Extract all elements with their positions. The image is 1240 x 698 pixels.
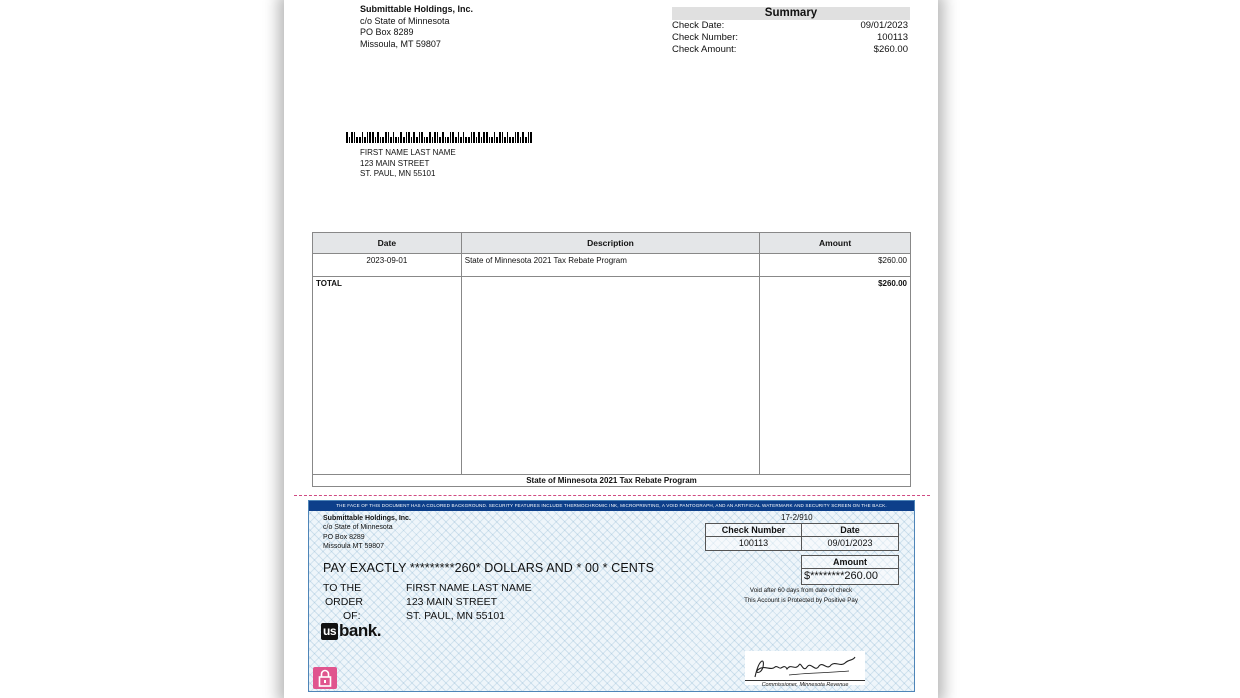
barcode-bar <box>380 137 382 143</box>
barcode-bar <box>346 132 348 143</box>
barcode-bar <box>522 132 524 143</box>
recipient-city: ST. PAUL, MN 55101 <box>360 169 436 178</box>
barcode-bar <box>504 137 506 143</box>
check-sender-name: Submittable Holdings, Inc. <box>323 515 411 522</box>
column-header-amount: Amount <box>760 233 911 254</box>
barcode-bar <box>369 132 371 143</box>
barcode-bar <box>520 137 522 143</box>
total-label: TOTAL <box>313 277 462 475</box>
barcode-bar <box>491 137 493 143</box>
void-notice-line: This Account is Protected by Positive Pay <box>744 597 858 604</box>
barcode-bar <box>452 132 454 143</box>
signature-caption: Commissioner, Minnesota Revenue <box>761 682 849 688</box>
barcode-bar <box>382 137 384 143</box>
summary-value: 09/01/2023 <box>860 20 908 31</box>
sender-line: PO Box 8289 <box>360 27 414 37</box>
summary-value: 100113 <box>877 32 908 43</box>
check-sender-line: PO Box 8289 <box>323 533 365 541</box>
barcode-bar <box>424 137 426 143</box>
barcode-bar <box>507 132 509 143</box>
perforation-line <box>294 495 930 496</box>
barcode-bar <box>408 132 410 143</box>
barcode-bar <box>372 132 374 143</box>
barcode-bar <box>460 137 462 143</box>
check-number-value: 100113 <box>738 538 769 548</box>
barcode-bar <box>364 137 366 143</box>
summary-row-check-number <box>672 32 910 44</box>
column-header-date: Date <box>313 233 462 254</box>
barcode-bar <box>468 137 470 143</box>
signature-line <box>745 680 865 681</box>
recipient-name: FIRST NAME LAST NAME <box>360 148 456 157</box>
column-header-description: Description <box>461 233 759 254</box>
summary-label: Check Number: <box>672 32 738 43</box>
payee-street: 123 MAIN STREET <box>406 596 498 608</box>
check-sender-line: Missoula MT 59807 <box>323 542 384 550</box>
row-amount: $260.00 <box>760 254 911 277</box>
barcode-bar <box>465 137 467 143</box>
barcode-bar <box>393 132 395 143</box>
barcode-bar <box>390 137 392 143</box>
summary-value: $260.00 <box>873 44 908 55</box>
summary-label: Check Date: <box>672 20 725 31</box>
barcode-bar <box>432 137 434 143</box>
table-header-row <box>313 233 911 254</box>
row-description: State of Minnesota 2021 Tax Rebate Program <box>461 254 759 277</box>
barcode-bar <box>463 132 465 143</box>
barcode-bar <box>385 132 387 143</box>
lock-icon <box>313 667 337 689</box>
check-sender-address <box>323 514 411 551</box>
check-date-label: Date <box>802 524 898 537</box>
check-sender-line: c/o State of Minnesota <box>323 524 393 532</box>
barcode-bar <box>483 132 485 143</box>
barcode-bar <box>375 137 377 143</box>
summary-panel <box>672 7 910 56</box>
total-row <box>313 277 911 475</box>
barcode-bar <box>512 137 514 143</box>
barcode-bar <box>349 137 351 143</box>
barcode-bar <box>434 132 436 143</box>
us-bank-logo-us: us <box>323 623 337 638</box>
sender-line: c/o State of Minnesota <box>360 15 450 26</box>
barcode-bar <box>419 132 421 143</box>
barcode-bar <box>437 132 439 143</box>
total-description-empty <box>461 277 759 475</box>
summary-row-check-date <box>672 20 910 32</box>
barcode-bar <box>351 132 353 143</box>
statement-table <box>312 232 911 487</box>
table-footer-row <box>313 475 911 487</box>
barcode-bar <box>509 137 511 143</box>
void-notice-line: Void after 60 days from date of check <box>749 587 853 594</box>
barcode-bar <box>354 132 356 143</box>
barcode-bar <box>403 137 405 143</box>
barcode-bar <box>359 137 361 143</box>
sender-address <box>360 4 473 50</box>
recipient-street: 123 MAIN STREET <box>360 158 430 168</box>
document-page <box>294 0 930 698</box>
void-notice <box>721 586 881 606</box>
barcode-bar <box>528 132 530 143</box>
sender-line: Missoula, MT 59807 <box>360 38 441 49</box>
check <box>308 500 915 692</box>
barcode-bar <box>473 132 475 143</box>
barcode-bar <box>489 137 491 143</box>
barcode-bar <box>356 137 358 143</box>
barcode-bar <box>439 137 441 143</box>
payee-name: FIRST NAME LAST NAME <box>406 582 532 594</box>
barcode-bar <box>496 137 498 143</box>
barcode-bar <box>377 132 379 143</box>
check-date-box <box>801 523 899 551</box>
security-banner: THE FACE OF THIS DOCUMENT HAS A COLORED BACKGROUND. SECURITY FEATURES INCLUDE THERMOCHROMIC INK, MICROPRINTING, A VOID PANTOGRAPH, AND AN ARTIFICIAL WATERMARK AND SECURITY SCREEN ON THE BACK. <box>309 501 914 511</box>
barcode-bar <box>447 137 449 143</box>
barcode-bar <box>502 132 504 143</box>
us-bank-logo <box>321 621 381 641</box>
barcode-bar <box>406 132 408 143</box>
pay-amount-line: PAY EXACTLY *********260* DOLLARS AND * 00 * CENTS <box>323 561 655 575</box>
barcode-bar <box>426 137 428 143</box>
check-amount-value: $********260.00 <box>804 570 879 582</box>
check-number-label: Check Number <box>706 524 801 537</box>
routing-fraction: 17-2/910 <box>781 513 813 522</box>
recipient-address <box>360 148 456 180</box>
barcode-bar <box>481 137 483 143</box>
summary-label: Check Amount: <box>672 44 737 55</box>
barcode-bar <box>400 132 402 143</box>
barcode-bar <box>442 132 444 143</box>
order-of-label <box>323 581 363 623</box>
barcode-bar <box>525 137 527 143</box>
table-footer: State of Minnesota 2021 Tax Rebate Program <box>313 475 911 487</box>
sender-name: Submittable Holdings, Inc. <box>360 4 474 14</box>
barcode-bar <box>471 132 473 143</box>
barcode-bar <box>515 132 517 143</box>
barcode-bar <box>530 132 532 143</box>
payee-city: ST. PAUL, MN 55101 <box>406 610 506 622</box>
order-of-line: TO THE <box>323 582 362 594</box>
barcode-bar <box>478 132 480 143</box>
check-amount-label: Amount <box>802 556 898 569</box>
check-number-box <box>705 523 802 551</box>
summary-row-check-amount <box>672 44 910 56</box>
barcode-bar <box>367 132 369 143</box>
total-amount: $260.00 <box>760 277 911 475</box>
barcode-bar <box>458 132 460 143</box>
barcode-bar <box>476 137 478 143</box>
barcode-bar <box>445 137 447 143</box>
table-row <box>313 254 911 277</box>
barcode-bar <box>416 137 418 143</box>
us-bank-logo-bank: bank. <box>339 621 381 640</box>
barcode-bar <box>455 137 457 143</box>
barcode-bar <box>486 132 488 143</box>
check-amount-box <box>801 555 899 585</box>
barcode-bar <box>388 132 390 143</box>
postal-barcode <box>346 131 548 143</box>
barcode-bar <box>395 137 397 143</box>
order-of-line: ORDER <box>325 596 363 608</box>
row-date: 2023-09-01 <box>313 254 462 277</box>
barcode-bar <box>413 132 415 143</box>
barcode-bar <box>494 132 496 143</box>
barcode-bar <box>429 132 431 143</box>
payee-address <box>406 581 532 623</box>
order-of-line: OF: <box>343 610 361 622</box>
barcode-bar <box>499 132 501 143</box>
check-date-value: 09/01/2023 <box>827 538 873 548</box>
barcode-bar <box>362 132 364 143</box>
barcode-bar <box>421 132 423 143</box>
barcode-bar <box>398 137 400 143</box>
summary-title: Summary <box>672 7 910 20</box>
barcode-bar <box>411 137 413 143</box>
barcode-bar <box>450 132 452 143</box>
barcode-bar <box>517 132 519 143</box>
